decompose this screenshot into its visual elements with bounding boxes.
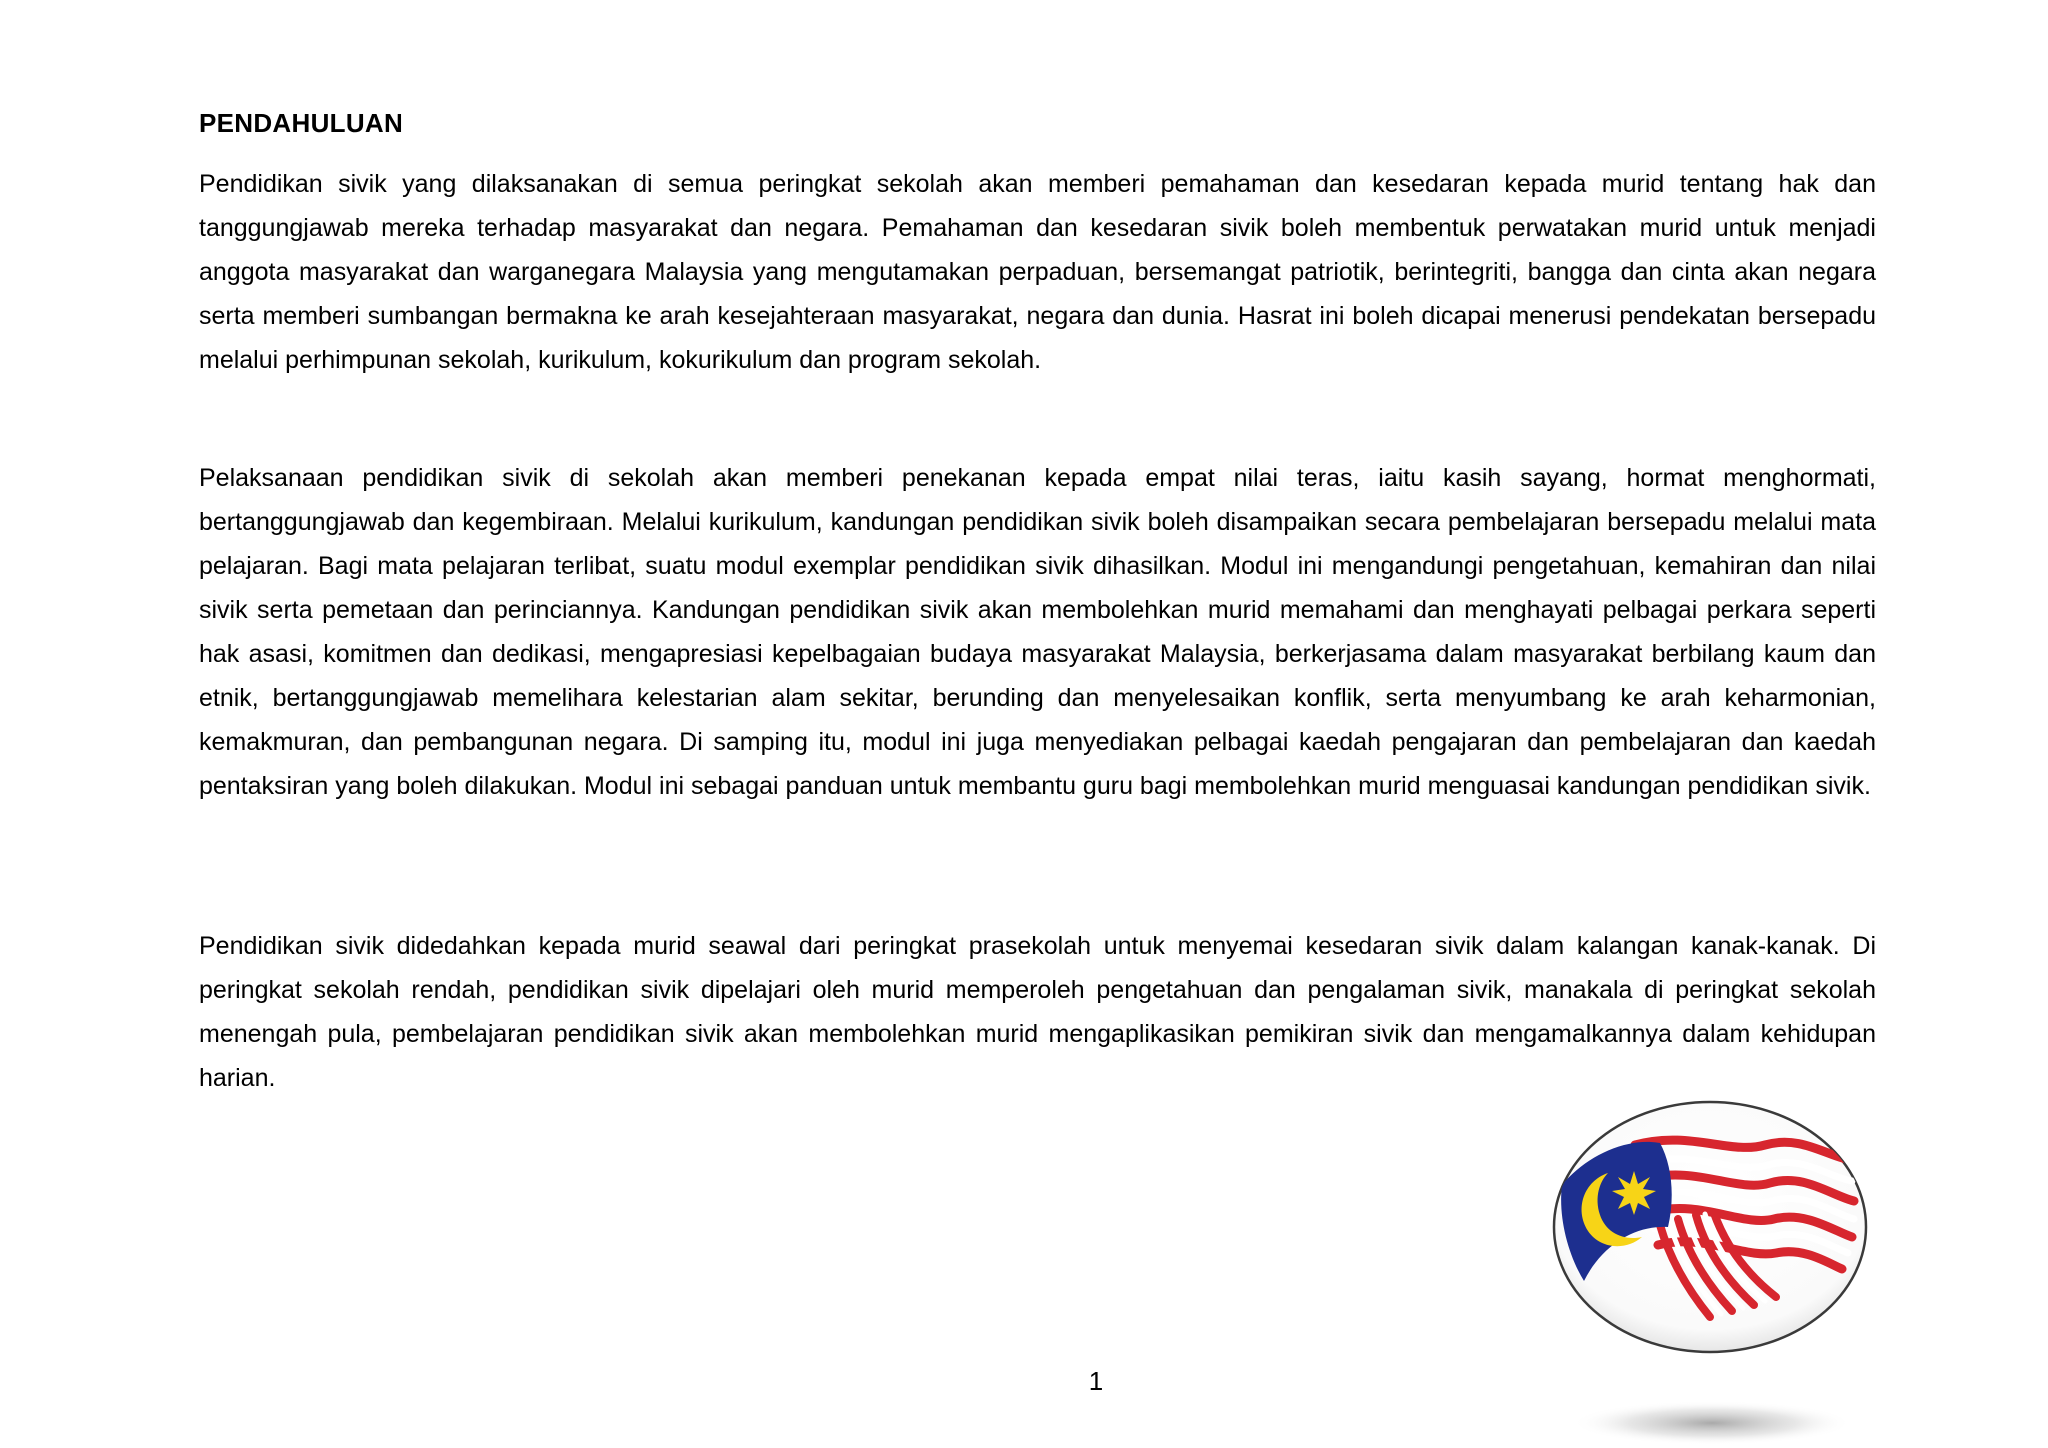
paragraph-3: Pendidikan sivik didedahkan kepada murid seawal dari peringkat prasekolah untuk menyemai kesedaran sivik dalam kalangan kanak-kanak. Di peringkat sekolah rendah, pendidikan sivik dipelajari oleh murid memperoleh pengetahuan dan pengalaman sivik, manakala di peringkat sekolah menengah pula, pembelajaran pendidikan sivik akan membolehkan murid mengaplikasikan pemikiran sivik dan mengamalkannya dalam kehidupan harian.: [199, 932, 1876, 1092]
emblem-shadow: [1572, 1401, 1852, 1445]
star-icon: [1612, 1171, 1656, 1215]
paragraph-1: Pendidikan sivik yang dilaksanakan di semua peringkat sekolah akan memberi pemahaman dan kesedaran kepada murid tentang hak dan tanggungjawab mereka terhadap masyarakat dan negara. Pemahaman dan kesedaran sivik boleh membentuk perwatakan murid untuk menjadi anggota masyarakat dan warganegara Malaysia yang mengutamakan perpaduan, bersemangat patriotik, berintegriti, bangga dan cinta akan negara serta memberi sumbangan bermakna ke arah kesejahteraan masyarakat, negara dan dunia. Hasrat ini boleh dicapai menerusi pendekatan bersepadu melalui perhimpunan sekolah, kurikulum, kokurikulum dan program sekolah.: [199, 170, 1876, 374]
malaysia-flag-emblem-icon: [1540, 1085, 1880, 1445]
page-number: 1: [1088, 1366, 1104, 1396]
paragraph-2: Pelaksanaan pendidikan sivik di sekolah akan memberi penekanan kepada empat nilai teras, iaitu kasih sayang, hormat menghormati, bertanggungjawab dan kegembiraan. Melalui kurikulum, kandungan pendidikan sivik boleh disampaikan secara pembelajaran bersepadu melalui mata pelajaran. Bagi mata pelajaran terlibat, suatu modul exemplar pendidikan sivik dihasilkan. Modul ini mengandungi pengetahuan, kemahiran dan nilai sivik serta pemetaan dan perinciannya. Kandungan pendidikan sivik akan membolehkan murid memahami dan menghayati pelbagai perkara seperti hak asasi, komitmen dan dedikasi, mengapresiasi kepelbagaian budaya masyarakat Malaysia, berkerjasama dalam masyarakat berbilang kaum dan etnik, bertanggungjawab memelihara kelestarian alam sekitar, berunding dan menyelesaikan konflik, serta menyumbang ke arah keharmonian, kemakmuran, dan pembangunan negara. Di samping itu, modul ini juga menyediakan pelbagai kaedah pengajaran dan pembelajaran dan kaedah pentaksiran yang boleh dilakukan. Modul ini sebagai panduan untuk membantu guru bagi membolehkan murid menguasai kandungan pendidikan sivik.: [199, 464, 1876, 800]
page-heading: PENDAHULUAN: [199, 108, 404, 138]
